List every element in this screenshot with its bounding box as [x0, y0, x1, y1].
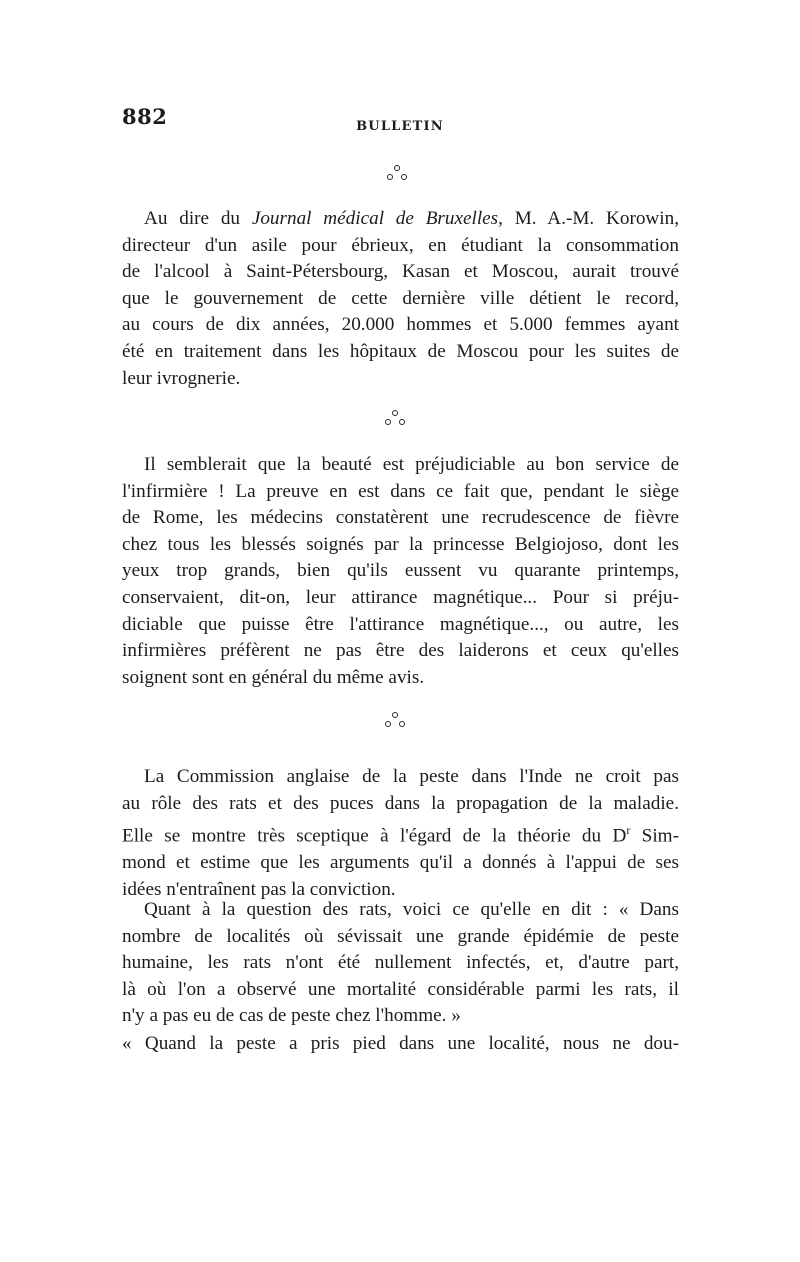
text-line: humaine, les rats n'ont été nullement infectés, et, d'autre part,	[122, 952, 679, 974]
paragraph-rats-question	[122, 897, 679, 1030]
paragraph-plague-foothold	[122, 1031, 679, 1058]
text-line: au cours de dix années, 20.000 hommes et 5.000 femmes ayant	[122, 314, 679, 336]
text-line: Elle se montre très sceptique à l'égard de la théorie du $D^r$ Sim-	[122, 823, 679, 847]
text-line: n'y a pas eu de cas de peste chez l'homme. »	[122, 1005, 461, 1027]
text-line: au rôle des rats et des puces dans la propagation de la maladie.	[122, 792, 679, 814]
text-line: Il semblerait que la beauté est préjudiciable au bon service de	[144, 454, 679, 475]
asterism-separator	[383, 165, 413, 189]
text-line: que le gouvernement de cette dernière ville détient le record,	[122, 287, 679, 309]
text-line: « Quand la peste a pris pied dans une localité, nous ne dou-	[122, 1033, 679, 1054]
text-line: chez tous les blessés soignés par la princesse Belgiojoso, dont les	[122, 533, 679, 555]
text-line: directeur d'un asile pour ébrieux, en étudiant la consommation	[122, 234, 679, 256]
paragraph-beauty	[122, 452, 679, 691]
text-line: yeux trop grands, bien qu'ils eussent vu quarante printemps,	[122, 560, 679, 582]
text-line: de l'alcool à Saint-Pétersbourg, Kasan et Moscou, aurait trouvé	[122, 261, 679, 283]
text-line: Quant à la question des rats, voici ce qu'elle en dit : « Dans	[144, 899, 679, 920]
text-line: là où l'on a observé une mortalité considérable parmi les rats, il	[122, 978, 679, 1000]
asterism-separator	[381, 410, 411, 434]
page-number: 882	[122, 104, 168, 129]
text-line: Au dire du Journal médical de Bruxelles, M. A.-M. Korowin,	[144, 208, 680, 229]
paragraph-alcohol	[122, 206, 679, 392]
text-line: de Rome, les médecins constatèrent une recrudescence de fièvre	[122, 507, 679, 529]
running-head: BULLETIN	[356, 119, 444, 134]
superscript-r: r	[626, 823, 631, 838]
text-line: été en traitement dans les hôpitaux de Moscou pour les suites de	[122, 340, 679, 362]
text-line: diciable que puisse être l'attirance magnétique..., ou autre, les	[122, 613, 679, 635]
asterism-separator	[381, 712, 411, 736]
text-line: idées n'entraînent pas la conviction.	[122, 878, 396, 900]
text-line: soignent sont en général du même avis.	[122, 666, 425, 688]
text-line: infirmières préfèrent ne pas être des laiderons et ceux qu'elles	[122, 640, 679, 662]
text-line: nombre de localités où sévissait une grande épidémie de peste	[122, 925, 679, 947]
text-line: mond et estime que les arguments qu'il a donnés à l'appui de ses	[122, 852, 679, 874]
text-line: La Commission anglaise de la peste dans l'Inde ne croit pas	[144, 766, 679, 787]
paragraph-plague-commission	[122, 764, 679, 903]
journal-title: Journal médical de Bruxelles	[251, 208, 499, 229]
text-line: leur ivrognerie.	[122, 367, 241, 389]
text-line: l'infirmière ! La preuve en est dans ce fait que, pendant le siège	[122, 480, 679, 502]
text-line: conservaient, dit-on, leur attirance magnétique... Pour si préju-	[122, 586, 679, 608]
